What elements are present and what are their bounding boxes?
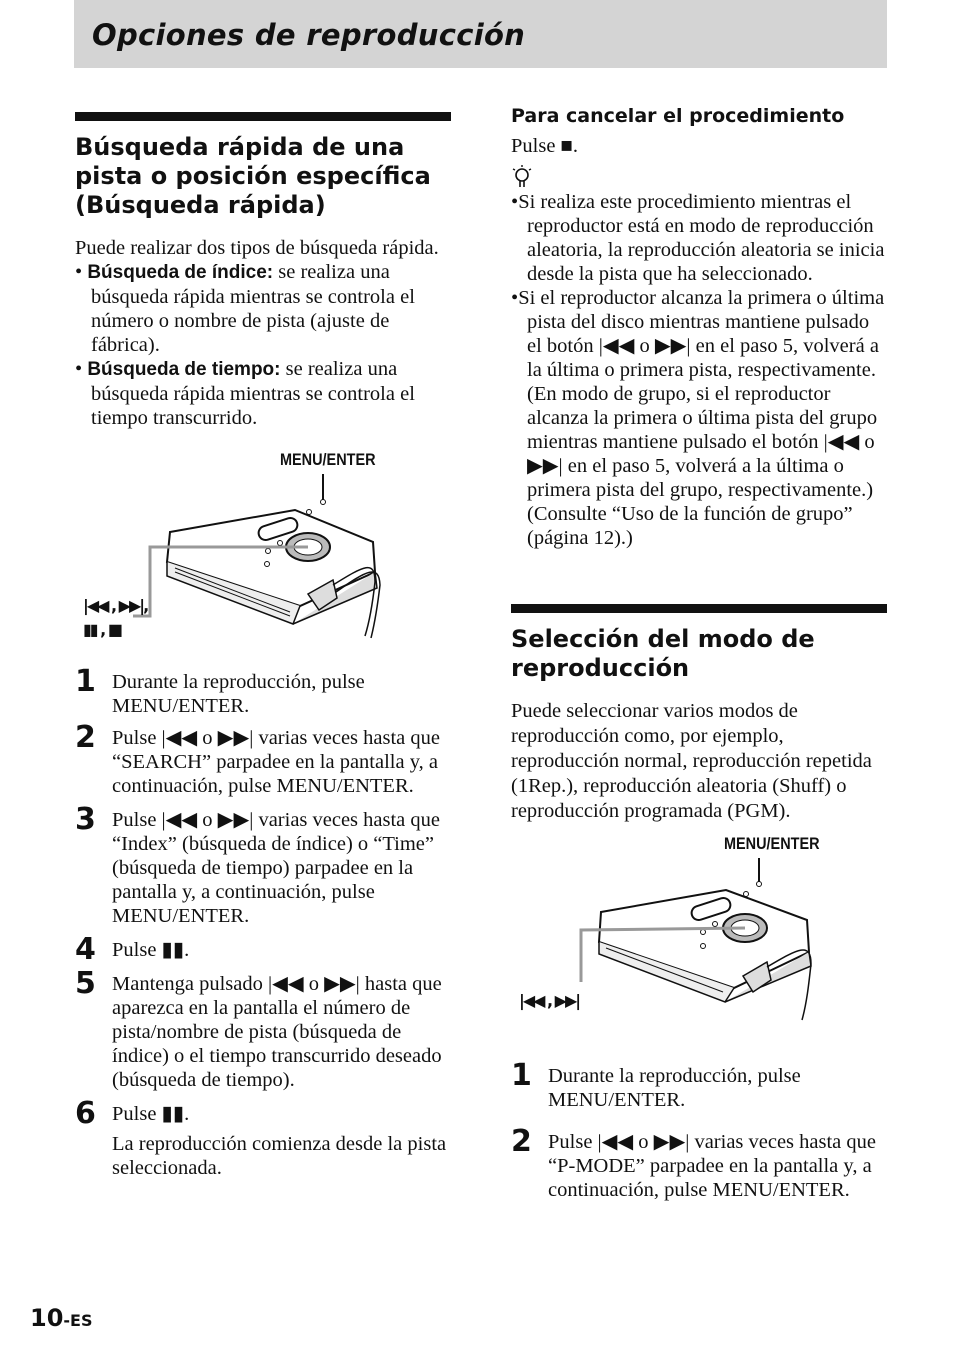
menu-enter-label: MENU/ENTER — [724, 834, 820, 853]
step-number: 1 — [511, 1058, 532, 1093]
md-player-illustration — [75, 430, 451, 662]
device-figure-2 — [511, 824, 887, 1024]
section-heading-play-mode: Selección del modo de reproducción — [511, 625, 815, 682]
page-number-suffix: -ES — [63, 1311, 93, 1330]
intro-text: Puede realizar dos tipos de búsqueda rápida. — [75, 237, 439, 259]
step-note: La reproducción comienza desde la pista seleccionada. — [112, 1133, 447, 1179]
seek-buttons-label: |◀◀ , ▶▶|, — [83, 596, 148, 615]
page-number-value: 10 — [30, 1304, 64, 1332]
step-text: Durante la reproducción, pulse MENU/ENTER. — [548, 1065, 801, 1111]
step-number: 2 — [511, 1124, 532, 1159]
left-column — [75, 112, 451, 1180]
step — [75, 664, 451, 718]
list-item: • Búsqueda de tiempo: se realiza una búsqueda rápida mientras se controla el tiempo transcurrido. — [75, 358, 415, 429]
play-mode-intro: Puede seleccionar varios modos de reproducción como, por ejemplo, reproducción normal, reproducción repetida (1Rep.), reproducción aleatoria (Shuff) o reproducción programada (PGM). — [511, 700, 872, 822]
hint-text: Si el reproductor alcanza la primera o última pista del disco mientras mantiene pulsado el botón |◀◀ o ▶▶| en el paso 5, volverá a la última o primera pista, respectivamente. (En modo de grupo, si el reproductor alcanza la primera o última pista del grupo mientras mantiene pulsado el botón |◀◀ o ▶▶| en el paso 5, volverá a la última o primera pista del grupo, respectivamente.) (Consulte “Uso de la función de grupo” (página 12).) — [518, 287, 885, 549]
step-number: 1 — [75, 664, 96, 699]
device-figure-1 — [75, 430, 451, 662]
quick-search-steps — [75, 664, 451, 1180]
step-number: 6 — [75, 1096, 96, 1131]
cancel-heading: Para cancelar el procedimiento — [511, 105, 845, 127]
step-text: Pulse ▮▮. — [112, 939, 190, 961]
step-text: Mantenga pulsado |◀◀ o ▶▶| hasta que aparezca en la pantalla el número de pista/nombre de pista (búsqueda de índice) o el tiempo transcurrido deseado (búsqueda de tiempo). — [112, 973, 442, 1091]
step — [75, 932, 451, 967]
list-item: •Si realiza este procedimiento mientras el reproductor está en modo de reproducción aleatoria, la reproducción aleatoria se inicia desde la pista que ha seleccionado. — [511, 191, 885, 285]
step-text: Pulse ▮▮. — [112, 1103, 190, 1125]
lightbulb-hint-icon — [511, 164, 887, 190]
list-item: •Si el reproductor alcanza la primera o última pista del disco mientras mantiene pulsado el botón |◀◀ o ▶▶| en el paso 5, volverá a la última o primera pista, respectivamente. (En modo de grupo, si el reproductor alcanza la primera o última pista del grupo mientras mantiene pulsado el botón |◀◀ o ▶▶| en el paso 5, volverá a la última o primera pista del grupo, respectivamente.) (Consulte “Uso de la función de grupo” (página 12).) — [511, 287, 885, 549]
cancel-text: Pulse ■. — [511, 135, 579, 157]
play-mode-steps — [511, 1058, 887, 1202]
hint-text: Si realiza este procedimiento mientras el reproductor está en modo de reproducción aleatoria, la reproducción aleatoria se inicia desde la pista que ha seleccionado. — [518, 191, 885, 285]
step-text: Pulse |◀◀ o ▶▶| varias veces hasta que “P-MODE” parpadee en la pantalla y, a continuación, pulse MENU/ENTER. — [548, 1131, 877, 1201]
step-number: 4 — [75, 932, 96, 967]
search-type-list — [75, 260, 451, 430]
bullet-text: se realiza una búsqueda rápida mientras se controla el número o nombre de pista (ajuste de fábrica). — [91, 261, 415, 356]
play-stop-buttons-label: ▮▮ , ■ — [83, 620, 121, 639]
step-number: 3 — [75, 802, 96, 837]
step-text: Pulse |◀◀ o ▶▶| varias veces hasta que “Index” (búsqueda de índice) o “Time” (búsqueda de tiempo) parpadee en la pantalla y, a continuación, pulse MENU/ENTER. — [112, 809, 441, 927]
bullet-term: Búsqueda de tiempo: — [87, 359, 281, 380]
hint-list — [511, 190, 887, 550]
menu-enter-label: MENU/ENTER — [280, 450, 376, 469]
step — [75, 720, 451, 798]
step-text: Pulse |◀◀ o ▶▶| varias veces hasta que “SEARCH” parpadee en la pantalla y, a continuación, pulse MENU/ENTER. — [112, 727, 441, 797]
step — [75, 1096, 451, 1180]
right-column — [511, 104, 887, 1202]
step-text: Durante la reproducción, pulse MENU/ENTER. — [112, 671, 365, 717]
section-rule — [75, 112, 451, 121]
page-title: Opciones de reproducción — [92, 18, 526, 52]
bullet-text: se realiza una búsqueda rápida mientras se controla el tiempo transcurrido. — [91, 358, 415, 429]
step-number: 2 — [75, 720, 96, 755]
seek-buttons-label: |◀◀ , ▶▶| — [519, 991, 580, 1010]
bullet-term: Búsqueda de índice: — [87, 262, 274, 283]
section-heading-quick-search: Búsqueda rápida de una pista o posición específica (Búsqueda rápida) — [75, 133, 431, 219]
step — [75, 802, 451, 928]
step-number: 5 — [75, 966, 96, 1001]
section-rule — [511, 604, 887, 613]
step — [511, 1124, 887, 1202]
page-number — [30, 1304, 93, 1332]
step — [511, 1058, 887, 1112]
step — [75, 966, 451, 1092]
page-header — [74, 0, 887, 68]
list-item: • Búsqueda de índice: se realiza una búsqueda rápida mientras se controla el número o nombre de pista (ajuste de fábrica). — [75, 261, 415, 356]
